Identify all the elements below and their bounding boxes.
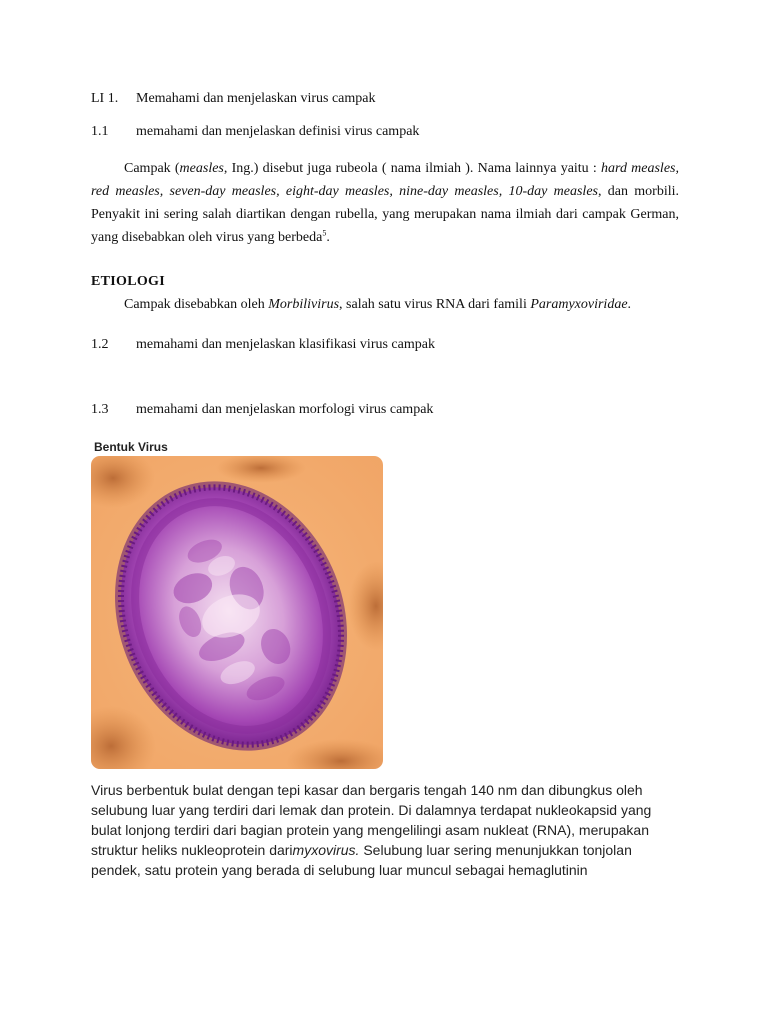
image-caption: Bentuk Virus (94, 440, 168, 454)
measles-virus-micrograph (91, 456, 383, 769)
section-1-2-title: memahami dan menjelaskan klasifikasi virus campak (136, 337, 435, 352)
section-1-1-number: 1.1 (91, 124, 109, 139)
section-1-2-number: 1.2 (91, 337, 109, 352)
li-heading (91, 90, 375, 108)
section-1-3-title: memahami dan menjelaskan morfologi virus campak (136, 402, 434, 417)
definition-paragraph (91, 157, 679, 249)
etiologi-text-1: Campak disebabkan oleh (124, 297, 269, 312)
definition-measles: measles (179, 161, 224, 176)
etiologi-text-3: . (627, 297, 632, 312)
morphology-text-2: Selubung luar sering menunjukkan tonjolan pendek, satu protein yang berada di selubung luar muncul sebagai hemaglutinin (91, 842, 632, 878)
section-1-3-heading (91, 401, 433, 419)
morphology-myxovirus: myxovirus. (292, 842, 360, 858)
etiologi-text-2: , salah satu virus RNA dari famili (339, 297, 531, 312)
morphology-paragraph (91, 780, 679, 880)
etiologi-family: Paramyxoviridae (530, 297, 628, 312)
definition-text-3: , dan morbili. Penyakit ini sering salah diartikan dengan rubella, yang merupakan nama ilmiah dari campak German, yang disebabkan oleh virus yang berbeda (91, 184, 679, 245)
section-1-2-heading (91, 336, 435, 354)
etiologi-text (124, 296, 631, 314)
section-1-1-heading (91, 123, 419, 141)
definition-alt-names: hard measles, red measles, seven-day measles, eight-day measles, nine-day measles, 10-day measles (91, 161, 679, 199)
definition-text-1: Campak ( (124, 161, 180, 176)
definition-text-2: , Ing.) disebut juga rubeola ( nama ilmiah ). Nama lainnya yaitu : (223, 161, 602, 176)
li-title: Memahami dan menjelaskan virus campak (136, 91, 376, 106)
li-number: LI 1. (91, 91, 119, 106)
footnote-reference: 5 (322, 228, 327, 238)
etiologi-genus: Morbilivirus (268, 297, 340, 312)
section-1-3-number: 1.3 (91, 402, 109, 417)
definition-text-4: . (326, 230, 330, 245)
section-1-1-title: memahami dan menjelaskan definisi virus campak (136, 124, 420, 139)
etiologi-title: ETIOLOGI (91, 274, 165, 289)
morphology-text-1: Virus berbentuk bulat dengan tepi kasar dan bergaris tengah 140 nm dan dibungkus oleh selubung luar yang terdiri dari lemak dan protein. Di dalamnya terdapat nukleokapsid yang bulat lonjong terdiri dari bagian protein yang mengelilingi asam nukleat (RNA), merupakan struktur heliks nukleoprotein dari (91, 782, 652, 858)
